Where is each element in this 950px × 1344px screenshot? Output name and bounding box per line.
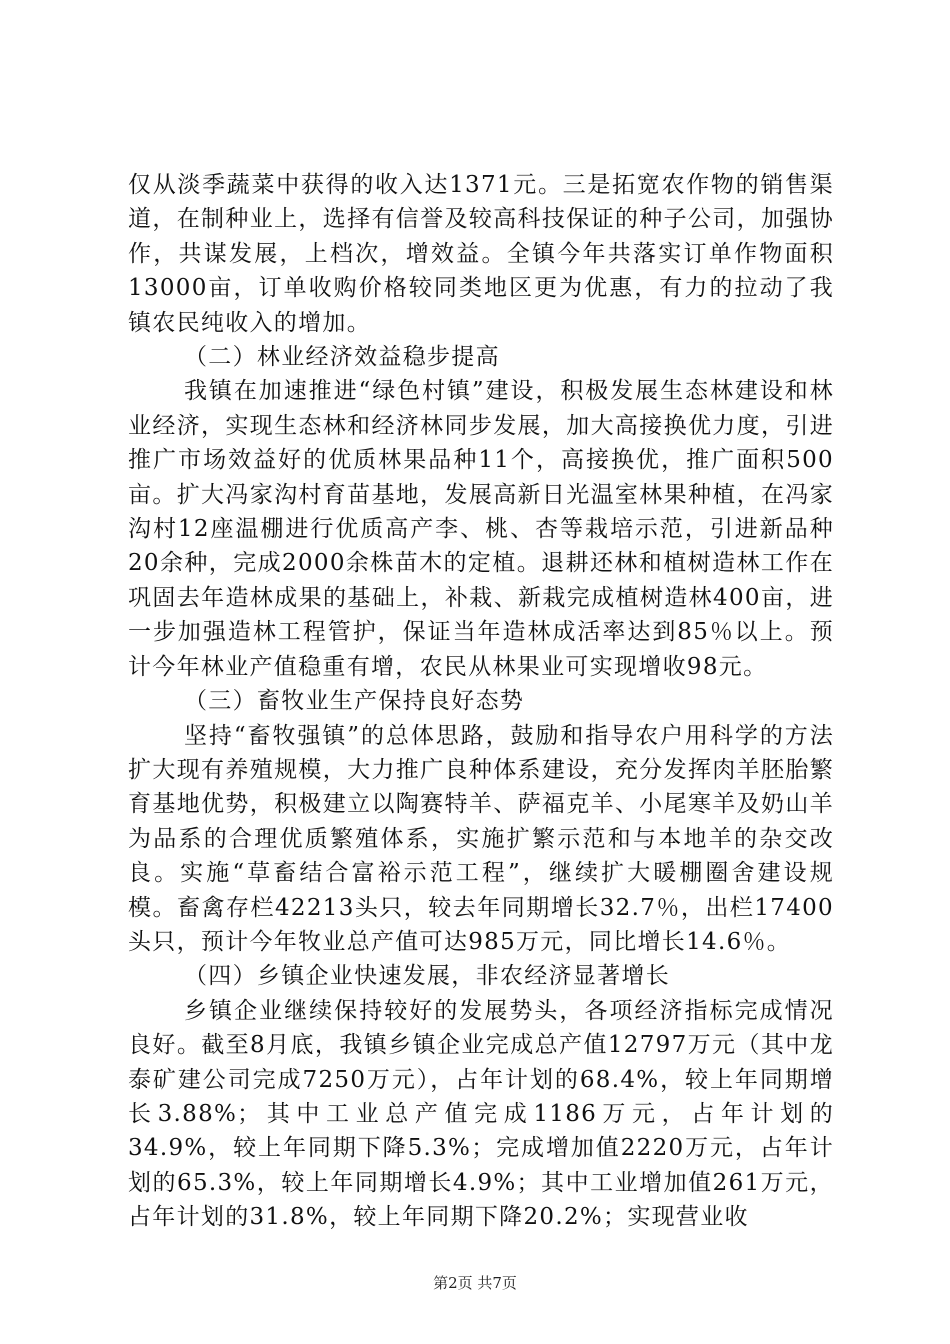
section-heading-enterprise: （四）乡镇企业快速发展，非农经济显著增长 [184, 963, 670, 990]
paragraph-livestock: 坚持“畜牧强镇”的总体思路，鼓励和指导农户用科学的方法扩大现有养殖规模，大力推广良种体系建设，充分发挥肉羊胚胎繁育基地优势，积极建立以陶赛特羊、萨福克羊、小尾寒羊及奶山羊为品系的合理优质繁殖体系，实施扩繁示范和与本地羊的杂交改良。实施“草畜结合富裕示范工程”，继续扩大暖棚圈舍建设规模。畜禽存栏42213头只，较去年同期增长32.7％，出栏17400头只，预计今年牧业总产值可达985万元，同比增长14.6％。 [128, 722, 834, 955]
paragraph-agriculture-continued: 仅从淡季蔬菜中获得的收入达1371元。三是拓宽农作物的销售渠道，在制种业上，选择有信誉及较高科技保证的种子公司，加强协作，共谋发展，上档次，增效益。全镇今年共落实订单作物面积13000亩，订单收购价格较同类地区更为优惠，有力的拉动了我镇农民纯收入的增加。 [128, 172, 834, 336]
paragraph-enterprise: 乡镇企业继续保持较好的发展势头，各项经济指标完成情况良好。截至8月底，我镇乡镇企业完成总产值12797万元（其中龙泰矿建公司完成7250万元），占年计划的68.4%，较上年同期增长3.88%；其中工业总产值完成1186万元，占年计划的34.9%，较上年同期下降5.3%；完成增加值2220万元，占年计划的65.3%，较上年同期增长4.9%；其中工业增加值261万元，占年计划的31.8%，较上年同期下降20.2%；实现营业收 [128, 997, 834, 1231]
section-heading-livestock: （三）畜牧业生产保持良好态势 [184, 688, 525, 715]
document-body [128, 168, 834, 1235]
paragraph-forestry: 我镇在加速推进“绿色村镇”建设，积极发展生态林建设和林业经济，实现生态林和经济林同步发展，加大高接换优力度，引进推广市场效益好的优质林果品种11个，高接换优，推广面积500亩。扩大冯家沟村育苗基地，发展高新日光温室林果种植，在冯家沟村12座温棚进行优质高产李、桃、杏等栽培示范，引进新品种20余种，完成2000余株苗木的定植。退耕还林和植树造林工作在巩固去年造林成果的基础上，补栽、新栽完成植树造林400亩，进一步加强造林工程管护，保证当年造林成活率达到85％以上。预计今年林业产值稳重有增，农民从林果业可实现增收98元。 [128, 378, 834, 680]
section-heading-forestry: （二）林业经济效益稳步提高 [184, 344, 500, 371]
page-number-footer: 第2页 共7页 [433, 1274, 517, 1292]
